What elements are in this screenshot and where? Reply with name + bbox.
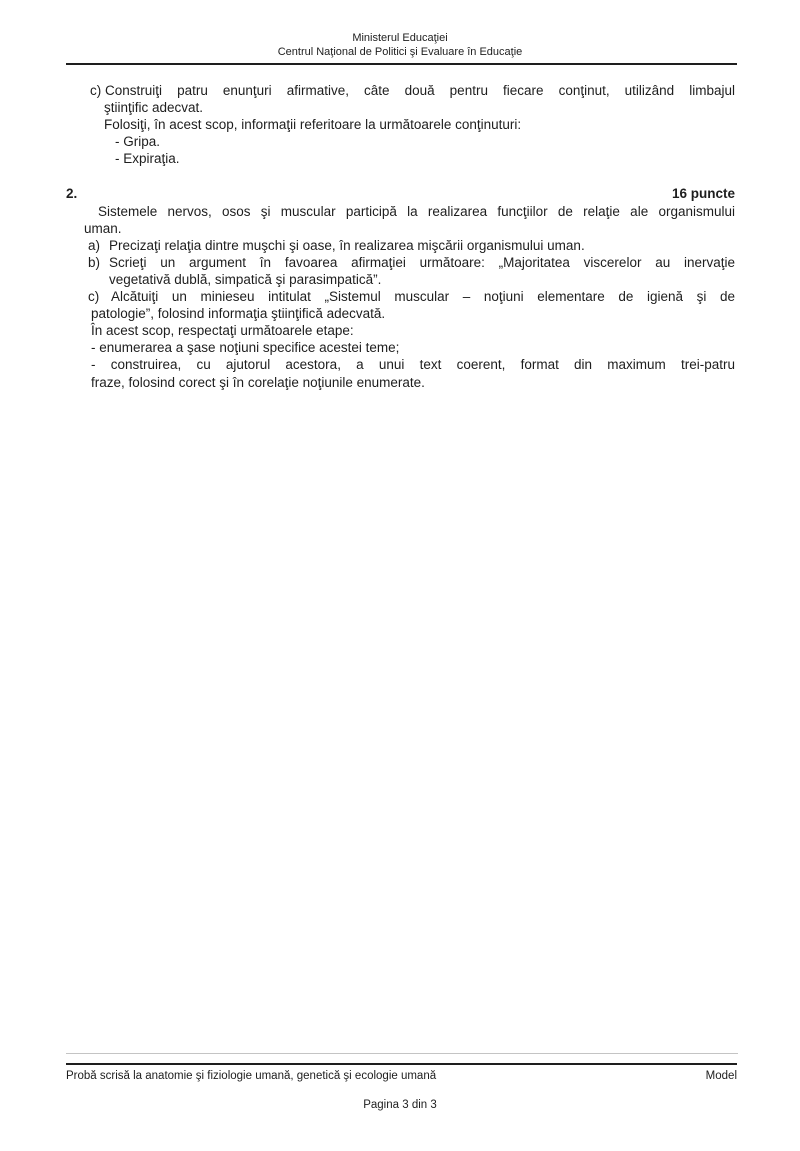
task2-item-b-label: b) (88, 254, 101, 270)
task1c-bullet-gripa: - Gripa. (115, 134, 161, 150)
task1c-bullet-expiratia: - Expiraţia. (115, 151, 180, 167)
task2-item-b-line1 (66, 254, 735, 271)
header-rule (66, 63, 737, 65)
task2-item-c-bullet2-line2: fraze, folosind corect şi în corelaţie noţiunile enumerate. (91, 374, 425, 390)
task2-item-b-line2: vegetativă dublă, simpatică şi parasimpatică”. (109, 271, 382, 287)
national-center-title: Centrul Naţional de Politici şi Evaluare în Educaţie (277, 46, 523, 58)
task2-intro-line2: uman. (84, 220, 122, 236)
page-number: Pagina 3 din 3 (363, 1099, 437, 1111)
task1c-text1: Construiţi patru enunţuri afirmative, câte două pentru fiecare conţinut, utilizând limbajul (105, 83, 735, 98)
task1c-line3: Folosiţi, în acest scop, informaţii referitoare la următoarele conţinuturi: (104, 117, 522, 133)
footer-model-label: Model (705, 1070, 737, 1082)
footer-faint-rule (66, 1053, 738, 1054)
task2-item-a-line1 (66, 237, 735, 254)
task2-item-c-line3: În acest scop, respectaţi următoarele etape: (91, 323, 354, 339)
task2-heading (66, 185, 735, 202)
task1c-line1 (66, 82, 735, 99)
task2-item-c-line2: patologie”, folosind informaţia ştiinţifică adecvată. (91, 306, 386, 322)
footer-row (66, 1069, 737, 1083)
footer-exam-title: Probă scrisă la anatomie şi fiziologie umană, genetică şi ecologie umană (66, 1070, 437, 1082)
task2-item-c-text1: Alcătuiţi un minieseu intitulat „Sistemul muscular – noţiuni elementare de igienă şi de (111, 289, 735, 305)
task1c-label: c) (90, 83, 102, 98)
task1c-line2: ştiinţific adecvat. (104, 100, 204, 116)
document-body (66, 82, 735, 391)
task2-number: 2. (66, 186, 78, 202)
task2-item-a-text: Precizaţi relaţia dintre muşchi şi oase, în realizarea mişcării organismului uman. (109, 237, 585, 253)
task2-points-badge: 16 puncte (671, 186, 735, 202)
ministry-title: Ministerul Educaţiei (352, 32, 448, 44)
task2-item-c-bullet2-line1: - construirea, cu ajutorul acestora, a unui text coerent, format din maximum trei-patru (91, 357, 735, 373)
task2-item-c-label: c) (88, 289, 100, 305)
task2-item-a-label: a) (88, 237, 101, 253)
page-header (0, 0, 800, 59)
task2-intro-line1: Sistemele nervos, osos şi muscular participă la realizarea funcţiilor de relaţie ale organismului (98, 203, 735, 219)
task2-item-b-text1: Scrieţi un argument în favoarea afirmaţiei următoare: „Majoritatea viscerelor au inervaţie (109, 254, 735, 270)
task2-item-c-line1 (66, 288, 735, 305)
task2-item-c-bullet1: - enumerarea a şase noţiuni specifice acestei teme; (91, 340, 400, 356)
footer-rule (66, 1063, 737, 1065)
